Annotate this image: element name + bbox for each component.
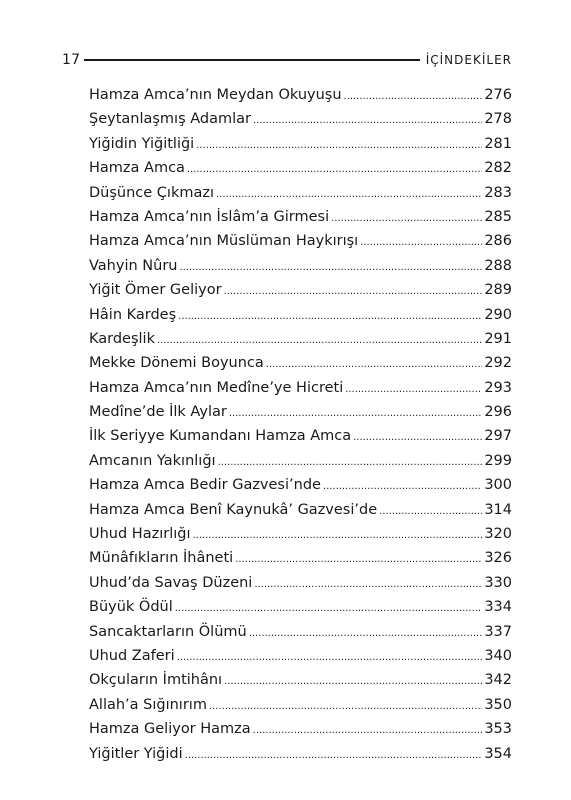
toc-entry-page: 354 bbox=[484, 745, 512, 762]
toc-entry-page: 334 bbox=[484, 599, 512, 616]
toc-entry-page: 299 bbox=[484, 452, 512, 469]
dot-leader bbox=[157, 331, 482, 347]
toc-entry bbox=[89, 526, 512, 550]
toc-entry-title: Hamza Amca’nın Medîne’ye Hicreti bbox=[89, 379, 344, 396]
toc-entry-title: Okçuların İmtihânı bbox=[89, 672, 223, 689]
toc-entry-title: Yiğidin Yiğitliği bbox=[89, 135, 195, 152]
toc-entry-title: Kardeşlik bbox=[89, 330, 155, 347]
header-rule bbox=[84, 59, 420, 61]
toc-entry-page: 291 bbox=[484, 330, 512, 347]
toc-entry bbox=[89, 233, 512, 257]
toc-entry-page: 350 bbox=[484, 696, 512, 713]
toc-entry-page: 293 bbox=[484, 379, 512, 396]
toc-entry-page: 288 bbox=[484, 257, 512, 274]
toc-entry bbox=[89, 331, 512, 355]
dot-leader bbox=[224, 282, 483, 298]
toc-entry bbox=[89, 209, 512, 233]
toc-entry-title: Büyük Ödül bbox=[89, 599, 173, 616]
dot-leader bbox=[179, 258, 482, 274]
dot-leader bbox=[379, 502, 482, 518]
dot-leader bbox=[345, 380, 482, 396]
dot-leader bbox=[266, 355, 483, 371]
dot-leader bbox=[178, 307, 482, 323]
toc-entry bbox=[89, 160, 512, 184]
toc-entry-title: Şeytanlaşmış Adamlar bbox=[89, 111, 252, 128]
dot-leader bbox=[353, 428, 482, 444]
dot-leader bbox=[235, 550, 482, 566]
toc-entry bbox=[89, 428, 512, 452]
toc-entry-title: Düşünce Çıkmazı bbox=[89, 184, 214, 201]
toc-entry-page: 285 bbox=[484, 208, 512, 225]
toc-entry bbox=[89, 355, 512, 379]
toc-entry-page: 282 bbox=[484, 160, 512, 177]
toc-entry bbox=[89, 307, 512, 331]
dot-leader bbox=[229, 404, 482, 420]
toc-entry-title: Yiğitler Yiğidi bbox=[89, 745, 183, 762]
toc-entry-title: Hamza Amca’nın Meydan Okuyuşu bbox=[89, 87, 342, 103]
toc-entry-title: Hamza Amca’nın Müslüman Haykırışı bbox=[89, 233, 359, 250]
toc-entry bbox=[89, 258, 512, 282]
toc-entry-title: Vahyin Nûru bbox=[89, 257, 178, 274]
toc-entry-page: 289 bbox=[484, 282, 512, 299]
toc-entry-title: Hamza Geliyor Hamza bbox=[89, 721, 251, 738]
toc-entry-title: Hamza Amca’nın İslâm’a Girmesi bbox=[89, 208, 330, 225]
toc-entry-title: Hamza Amca Benî Kaynukâ’ Gazvesi’de bbox=[89, 501, 378, 518]
toc-entry-title: Uhud Zaferi bbox=[89, 647, 175, 664]
toc-entry bbox=[89, 624, 512, 648]
toc-entry bbox=[89, 185, 512, 209]
toc-entry bbox=[89, 136, 512, 160]
toc-entry-title: Uhud Hazırlığı bbox=[89, 526, 191, 543]
toc-entry-page: 283 bbox=[484, 184, 512, 201]
toc-entry-page: 276 bbox=[484, 87, 512, 103]
page-header bbox=[62, 50, 512, 70]
section-title: İÇİNDEKİLER bbox=[425, 53, 512, 67]
dot-leader bbox=[253, 111, 482, 127]
page-number: 17 bbox=[62, 52, 81, 68]
toc-entry bbox=[89, 721, 512, 745]
toc-entry bbox=[89, 648, 512, 672]
toc-entry-page: 286 bbox=[484, 233, 512, 250]
dot-leader bbox=[193, 526, 483, 542]
toc-entry bbox=[89, 404, 512, 428]
dot-leader bbox=[323, 477, 482, 493]
toc-entry-title: Münâfıkların İhâneti bbox=[89, 550, 234, 567]
dot-leader bbox=[254, 575, 482, 591]
toc-entry-title: Uhud’da Savaş Düzeni bbox=[89, 574, 253, 591]
dot-leader bbox=[187, 160, 482, 176]
toc-entry-page: 300 bbox=[484, 477, 512, 494]
toc-entry bbox=[89, 599, 512, 623]
dot-leader bbox=[177, 648, 483, 664]
toc-entry-title: İlk Seriyye Kumandanı Hamza Amca bbox=[89, 428, 352, 445]
dot-leader bbox=[253, 721, 483, 737]
toc-entry-title: Hamza Amca Bedir Gazvesi’nde bbox=[89, 477, 321, 494]
toc-entry-title: Mekke Dönemi Boyunca bbox=[89, 355, 264, 372]
toc-entry bbox=[89, 550, 512, 574]
toc-entry-title: Sancaktarların Ölümü bbox=[89, 623, 247, 640]
toc-entry-page: 297 bbox=[484, 428, 512, 445]
dot-leader bbox=[216, 185, 482, 201]
toc-entry-title: Allah’a Sığınırım bbox=[89, 696, 207, 713]
toc-entry-page: 326 bbox=[484, 550, 512, 567]
toc-entry bbox=[89, 746, 512, 770]
dot-leader bbox=[344, 87, 483, 103]
toc-entry bbox=[89, 111, 512, 135]
toc-entry-page: 278 bbox=[484, 111, 512, 128]
toc-entry bbox=[89, 282, 512, 306]
dot-leader bbox=[224, 672, 482, 688]
toc-entry-page: 330 bbox=[484, 574, 512, 591]
toc-entry-page: 340 bbox=[484, 647, 512, 664]
toc-entry-page: 342 bbox=[484, 672, 512, 689]
dot-leader bbox=[249, 624, 483, 640]
toc-entry bbox=[89, 453, 512, 477]
toc-entry bbox=[89, 477, 512, 501]
toc-entry bbox=[89, 697, 512, 721]
toc-entry-title: Hâin Kardeş bbox=[89, 306, 177, 323]
toc-entry-page: 292 bbox=[484, 355, 512, 372]
toc-entry bbox=[89, 380, 512, 404]
dot-leader bbox=[218, 453, 483, 469]
toc-entry-page: 290 bbox=[484, 306, 512, 323]
toc-entry-page: 296 bbox=[484, 404, 512, 421]
toc-entry bbox=[89, 575, 512, 599]
dot-leader bbox=[209, 697, 482, 713]
toc-entry-page: 353 bbox=[484, 721, 512, 738]
toc-entry-page: 320 bbox=[484, 526, 512, 543]
toc-entry-title: Medîne’de İlk Aylar bbox=[89, 404, 227, 421]
dot-leader bbox=[175, 599, 483, 615]
table-of-contents bbox=[89, 87, 512, 770]
toc-entry-page: 337 bbox=[484, 623, 512, 640]
toc-entry-title: Yiğit Ömer Geliyor bbox=[89, 282, 222, 299]
toc-entry bbox=[89, 87, 512, 111]
toc-entry-title: Hamza Amca bbox=[89, 160, 185, 177]
dot-leader bbox=[185, 746, 483, 762]
toc-entry-page: 314 bbox=[484, 501, 512, 518]
dot-leader bbox=[331, 209, 482, 225]
dot-leader bbox=[360, 233, 482, 249]
toc-entry bbox=[89, 672, 512, 696]
dot-leader bbox=[196, 136, 482, 152]
toc-entry-title: Amcanın Yakınlığı bbox=[89, 452, 216, 469]
toc-entry bbox=[89, 502, 512, 526]
toc-entry-page: 281 bbox=[484, 135, 512, 152]
